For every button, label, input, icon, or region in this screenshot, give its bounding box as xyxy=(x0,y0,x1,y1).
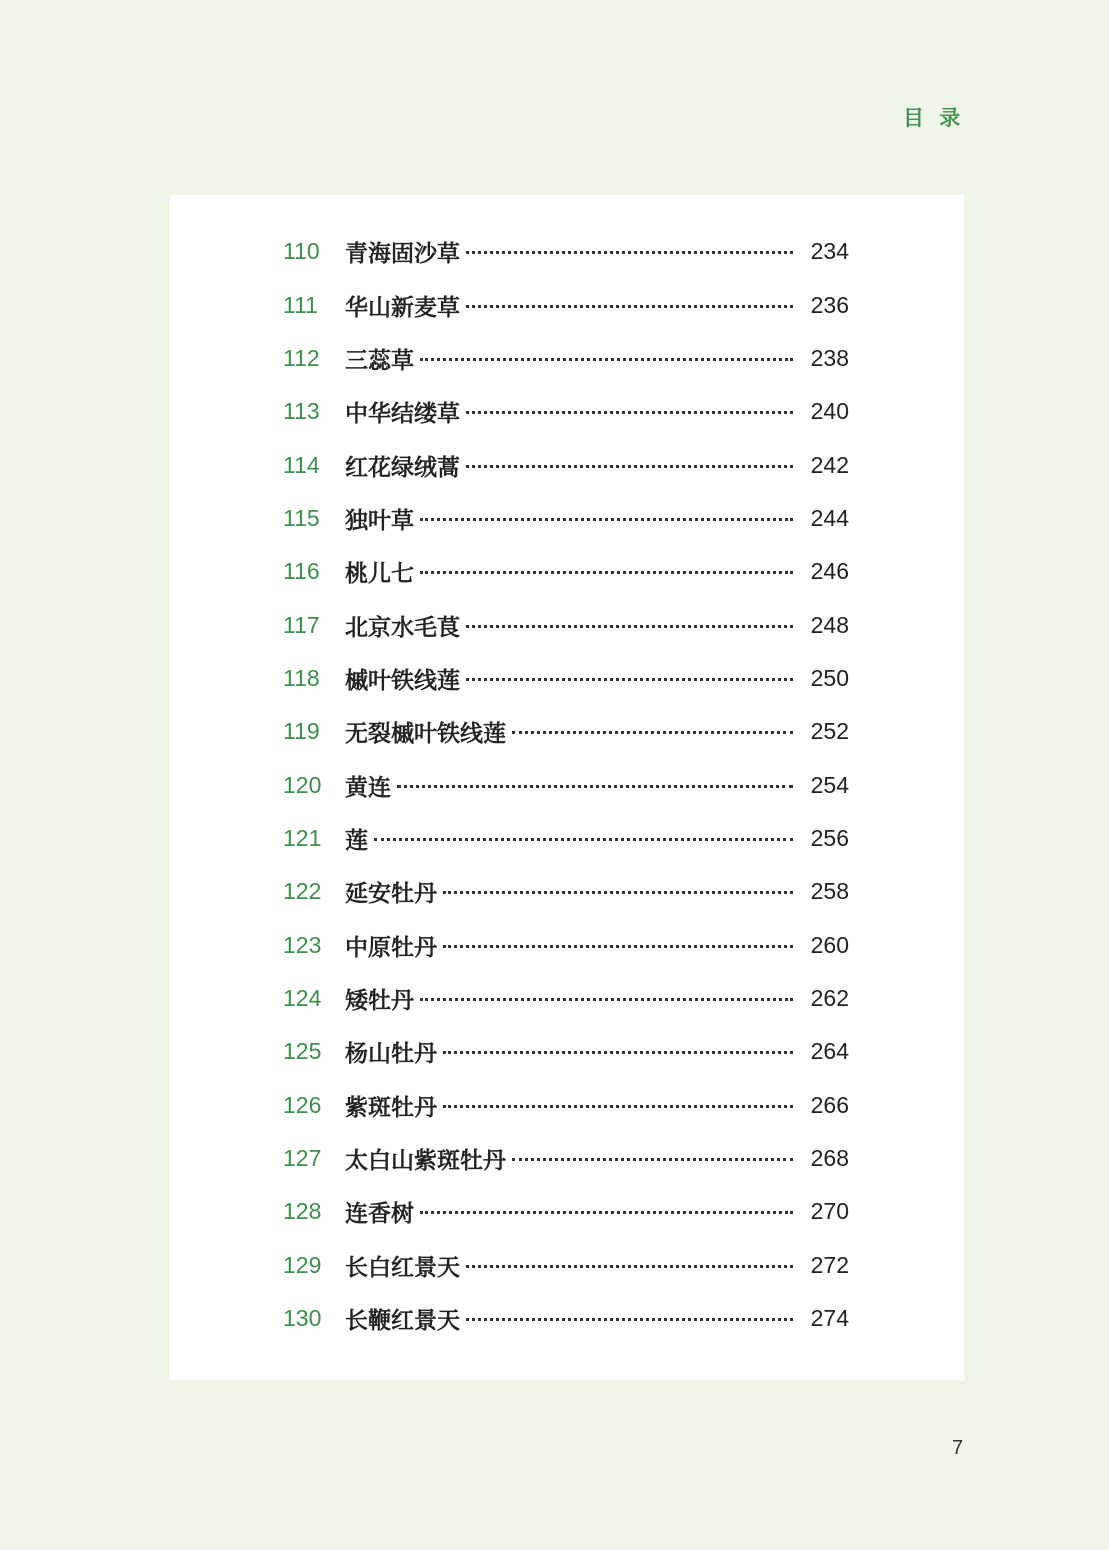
entry-number: 123 xyxy=(283,931,322,958)
dot-leader xyxy=(512,731,793,734)
entry-title: 北京水毛茛 xyxy=(345,614,460,641)
entry-title: 太白山紫斑牡丹 xyxy=(345,1148,506,1175)
entry-page-number: 240 xyxy=(810,398,849,425)
entry-page-number: 256 xyxy=(810,824,849,851)
entry-page-number: 248 xyxy=(810,611,849,638)
entry-page-number: 242 xyxy=(810,451,849,478)
dot-leader xyxy=(466,305,793,308)
dot-leader xyxy=(397,785,793,788)
dot-leader xyxy=(466,1265,793,1268)
toc-entry[interactable] xyxy=(283,1292,849,1345)
entry-title: 华山新麦草 xyxy=(345,294,460,321)
entry-number: 129 xyxy=(283,1251,322,1278)
entry-title: 青海固沙草 xyxy=(345,241,460,268)
entry-page-number: 254 xyxy=(810,771,849,798)
entry-title: 中原牡丹 xyxy=(345,934,437,961)
entry-title: 黄连 xyxy=(345,774,391,801)
toc-entry[interactable] xyxy=(283,652,849,705)
entry-page-number: 262 xyxy=(810,984,849,1011)
entry-page-number: 264 xyxy=(810,1038,849,1065)
dot-leader xyxy=(420,358,793,361)
entry-title: 中华结缕草 xyxy=(345,401,460,428)
toc-entry[interactable] xyxy=(283,1132,849,1185)
toc-entry[interactable] xyxy=(283,705,849,758)
entry-page-number: 260 xyxy=(810,931,849,958)
dot-leader xyxy=(466,678,793,681)
entry-number: 125 xyxy=(283,1038,322,1065)
dot-leader xyxy=(443,1051,793,1054)
dot-leader xyxy=(443,891,793,894)
entry-number: 130 xyxy=(283,1305,322,1332)
entry-number: 126 xyxy=(283,1091,322,1118)
dot-leader xyxy=(466,465,793,468)
entry-title: 桃儿七 xyxy=(345,561,414,588)
toc-entry[interactable] xyxy=(283,972,849,1025)
entry-page-number: 266 xyxy=(810,1091,849,1118)
entry-title: 槭叶铁线莲 xyxy=(345,667,460,694)
entry-page-number: 236 xyxy=(810,291,849,318)
entry-title: 三蕊草 xyxy=(345,347,414,374)
toc-panel xyxy=(170,195,964,1380)
toc-entry[interactable] xyxy=(283,918,849,971)
toc-entry[interactable] xyxy=(283,225,849,278)
entry-number: 117 xyxy=(283,611,320,638)
entry-number: 124 xyxy=(283,984,322,1011)
toc-entry[interactable] xyxy=(283,278,849,331)
entry-title: 莲 xyxy=(345,827,368,854)
entry-number: 118 xyxy=(283,664,320,691)
toc-entry[interactable] xyxy=(283,758,849,811)
toc-entry[interactable] xyxy=(283,1239,849,1292)
entry-title: 连香树 xyxy=(345,1201,414,1228)
entry-title: 长白红景天 xyxy=(345,1254,460,1281)
entry-page-number: 244 xyxy=(810,504,849,531)
entry-number: 114 xyxy=(283,451,320,478)
dot-leader xyxy=(420,998,793,1001)
toc-entry[interactable] xyxy=(283,598,849,651)
entry-page-number: 272 xyxy=(810,1251,849,1278)
page-header-title: 目 录 xyxy=(903,106,965,130)
dot-leader xyxy=(512,1158,793,1161)
dot-leader xyxy=(420,518,793,521)
dot-leader xyxy=(374,838,793,841)
entry-page-number: 238 xyxy=(810,344,849,371)
toc-entry[interactable] xyxy=(283,332,849,385)
dot-leader xyxy=(443,945,793,948)
entry-number: 120 xyxy=(283,771,322,798)
entry-number: 121 xyxy=(283,824,322,851)
entry-page-number: 274 xyxy=(810,1305,849,1332)
page-number: 7 xyxy=(952,1437,964,1459)
entry-number: 110 xyxy=(283,238,320,265)
entry-number: 111 xyxy=(283,291,318,318)
entry-title: 杨山牡丹 xyxy=(345,1041,437,1068)
entry-page-number: 258 xyxy=(810,878,849,905)
dot-leader xyxy=(466,1318,793,1321)
dot-leader xyxy=(466,411,793,414)
entry-number: 113 xyxy=(283,398,320,425)
toc-entry[interactable] xyxy=(283,1079,849,1132)
entry-title: 长鞭红景天 xyxy=(345,1308,460,1335)
dot-leader xyxy=(443,1105,793,1108)
entry-number: 122 xyxy=(283,878,322,905)
toc-entry[interactable] xyxy=(283,438,849,491)
entry-title: 红花绿绒蒿 xyxy=(345,454,460,481)
dot-leader xyxy=(420,1211,793,1214)
toc-entry[interactable] xyxy=(283,492,849,545)
entry-title: 延安牡丹 xyxy=(345,881,437,908)
entry-page-number: 252 xyxy=(810,718,849,745)
entry-number: 115 xyxy=(283,504,320,531)
entry-number: 119 xyxy=(283,718,320,745)
entry-title: 无裂槭叶铁线莲 xyxy=(345,721,506,748)
entry-title: 独叶草 xyxy=(345,507,414,534)
toc-entry[interactable] xyxy=(283,865,849,918)
entry-page-number: 268 xyxy=(810,1145,849,1172)
toc-entry[interactable] xyxy=(283,812,849,865)
entry-number: 128 xyxy=(283,1198,322,1225)
dot-leader xyxy=(466,625,793,628)
entry-page-number: 234 xyxy=(810,238,849,265)
dot-leader xyxy=(420,571,793,574)
entry-page-number: 250 xyxy=(810,664,849,691)
dot-leader xyxy=(466,251,793,254)
entry-number: 127 xyxy=(283,1145,322,1172)
toc-entry[interactable] xyxy=(283,385,849,438)
entry-number: 112 xyxy=(283,344,320,371)
entry-number: 116 xyxy=(283,558,320,585)
toc-entry[interactable] xyxy=(283,545,849,598)
entry-page-number: 270 xyxy=(810,1198,849,1225)
toc-list xyxy=(283,225,849,1345)
entry-page-number: 246 xyxy=(810,558,849,585)
entry-title: 紫斑牡丹 xyxy=(345,1094,437,1121)
entry-title: 矮牡丹 xyxy=(345,987,414,1014)
toc-entry[interactable] xyxy=(283,1185,849,1238)
toc-entry[interactable] xyxy=(283,1025,849,1078)
